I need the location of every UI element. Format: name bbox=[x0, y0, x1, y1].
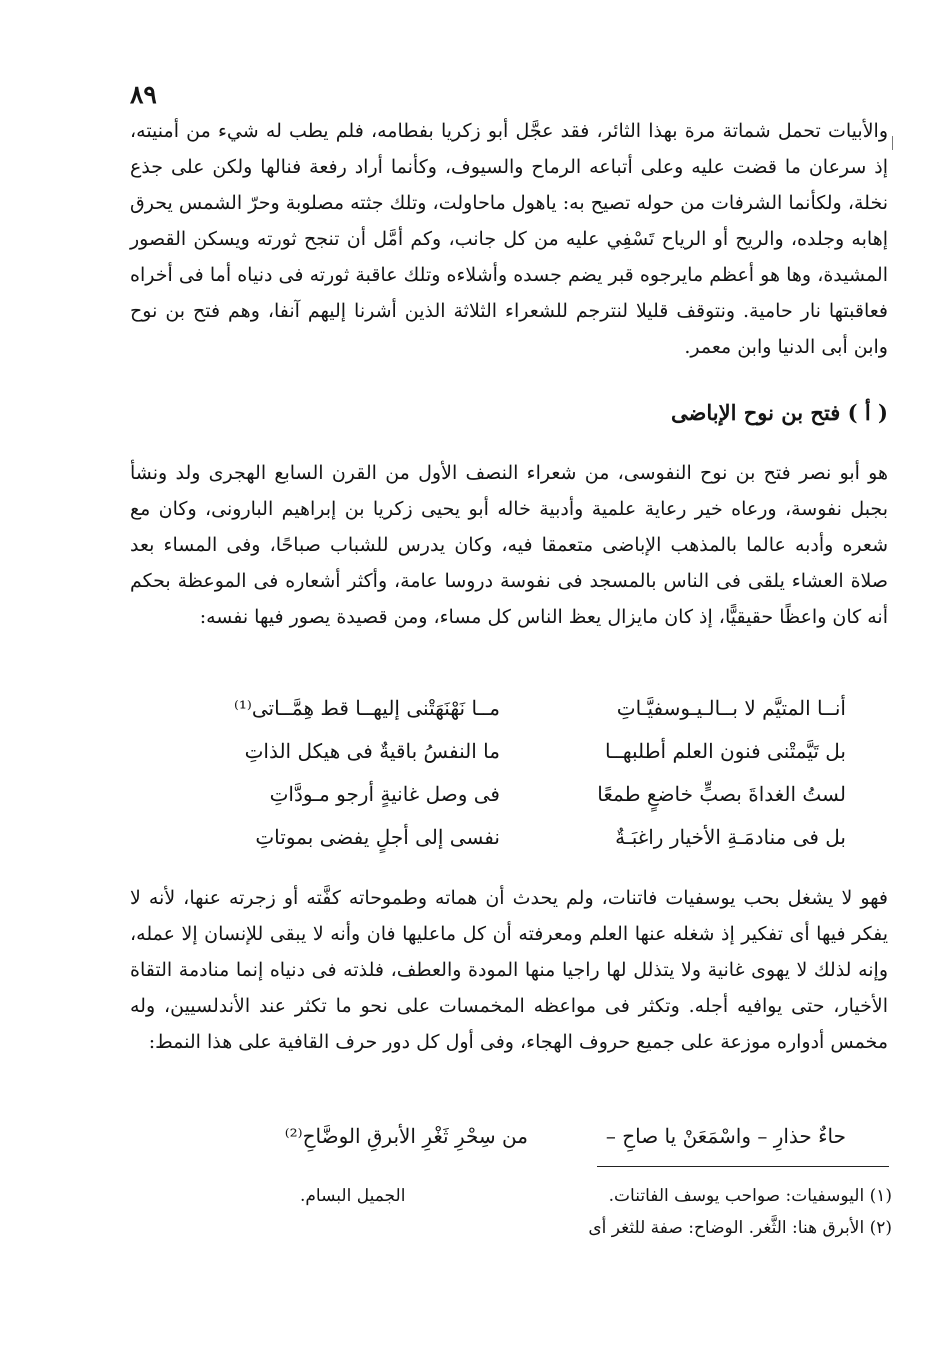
footnote-text: (١) اليوسفيات: صواحب يوسف الفاتنات. bbox=[608, 1186, 892, 1206]
verse-line bbox=[170, 686, 846, 729]
section-heading: ( أ ) فتح بن نوح الإباضى bbox=[671, 400, 888, 425]
verse-second-hemistich: ما النفسُ باقيةٌ فى هيكل الذاتِ bbox=[244, 738, 500, 763]
footnote-text: (٢) الأبرق هنا: الثَّغر. الوضاح: صفة للثغر أى bbox=[588, 1218, 892, 1238]
verse-second-hemistich: فى وصل غانيةٍ أرجو مـودَّاتِ bbox=[269, 781, 500, 806]
footnotes bbox=[300, 1180, 892, 1244]
footnote-continuation: الجميل البسام. bbox=[300, 1186, 406, 1206]
footnote-divider bbox=[597, 1166, 889, 1167]
verse-first-hemistich: بل فى منادمَـةِ الأخيار راغبَـةٌ bbox=[615, 824, 846, 849]
paragraph-biography: هو أبو نصر فتح بن نوح النفوسى، من شعراء النصف الأول من القرن السابع الهجرى ولد ونشأ بجبل نفوسة، ورعاه خير رعاية علمية وأدبية خاله أبو يحيى زكريا بن إبراهيم البارونى، وكان مع شعره وأدبه عالما بالمذهب الإباضى متعمقا فيه، وكان يدرس للشباب صباحًا، وفى المساء بعد صلاة العشاء يلقى فى الناس بالمسجد فى نفوسة دروسا عامة، وأكثر أشعاره فى الموعظة بحكم أنه كان واعظًا حقيقيًّا، إذ كان مايزال يعظ الناس كل مساء، ومن قصيدة يصور فيها نفسه: bbox=[130, 462, 888, 628]
footnote bbox=[300, 1180, 892, 1212]
poem-verses bbox=[170, 686, 846, 858]
verse-first-hemistich: أنــا المتيَّم لا بــالـيـوسفيَّـاتِ bbox=[616, 695, 846, 720]
muhammas-verse bbox=[200, 1114, 846, 1157]
verse-line bbox=[170, 772, 846, 815]
footnote bbox=[300, 1212, 892, 1244]
verse-second-hemistich: من سِحْرِ ثَغْرِ الأبرقِ الوضَّاحِ⁽²⁾ bbox=[284, 1123, 528, 1148]
verse-line bbox=[170, 729, 846, 772]
verse-second-hemistich: مــا نَهْنَهَتْنى إليهــا قط هِمَّــاتى⁽¹⁾ bbox=[233, 695, 500, 720]
page-number: ٨٩ bbox=[130, 80, 157, 109]
paragraph-commentary: فهو لا يشغل بحب يوسفيات فاتنات، ولم يحدث أن هماته وطموحاته كفَّته أو زجرته عنها، لأنه لا يفكر فيها أى تفكير إذ شغله عنها العلم ومعرفته أن كل ماعليها فان وأنه لا يبقى للإنسان إلا عمله، وإنه لذلك لا يهوى غانية ولا يتذلل لها راجيا منها المودة والعطف، فلذته فى دنياه إنما منادمة التقاة الأخيار، حتى يوافيه أجله. وتكثر فى مواعظه المخمسات على نحو ما تكثر عند الأندلسيين، وله مخمس أدواره موزعة على جميع حروف الهجاء، وفى أول كل دور حرف القافية على هذا النمط: bbox=[130, 887, 888, 1053]
margin-mark bbox=[892, 136, 893, 150]
verse-first-hemistich: بل تَيَّمتْنى فنون العلم أطلبهــا bbox=[604, 738, 846, 763]
verse-second-hemistich: نفسى إلى أجلٍ يفضى بموتاتِ bbox=[255, 824, 500, 849]
verse-first-hemistich: لستُ الغداةَ بصبٍّ خاضعٍ طمعًا bbox=[597, 781, 846, 806]
verse-first-hemistich: حاءٌ حذارِ – واسْمَعَنْ يا صاحِ – bbox=[605, 1123, 846, 1148]
verse-line bbox=[170, 815, 846, 858]
paragraph-intro: والأبيات تحمل شماتة مرة بهذا الثائر، فقد عجَّل أبو زكريا بفطامه، فلم يطب له شيء من أمنيته، إذ سرعان ما قضت عليه وعلى أتباعه الرماح والسيوف، وكأنما أراد رفعة فنالها ولكن على جذع نخلة، ولكأنما الشرفات من حوله تصيح به: ياهول ماحاولت، وتلك جثته مصلوبة وحرّ الشمس يحرق إهابه وجلده، والريح أو الرياح تَسْفِي عليه من كل جانب، وكم أمَّل أن تنجح ثورته ويسكن القصور المشيدة، وها هو أعظم مايرجوه قبر يضم جسده وأشلاءه وتلك عاقبة ثورته فى دنياه أما فى أخراه فعاقبتها نار حامية. ونتوقف قليلا لنترجم للشعراء الثلاثة الذين أشرنا إليهم آنفا، وهم فتح بن نوح وابن أبى الدنيا وابن معمر. bbox=[130, 120, 888, 358]
